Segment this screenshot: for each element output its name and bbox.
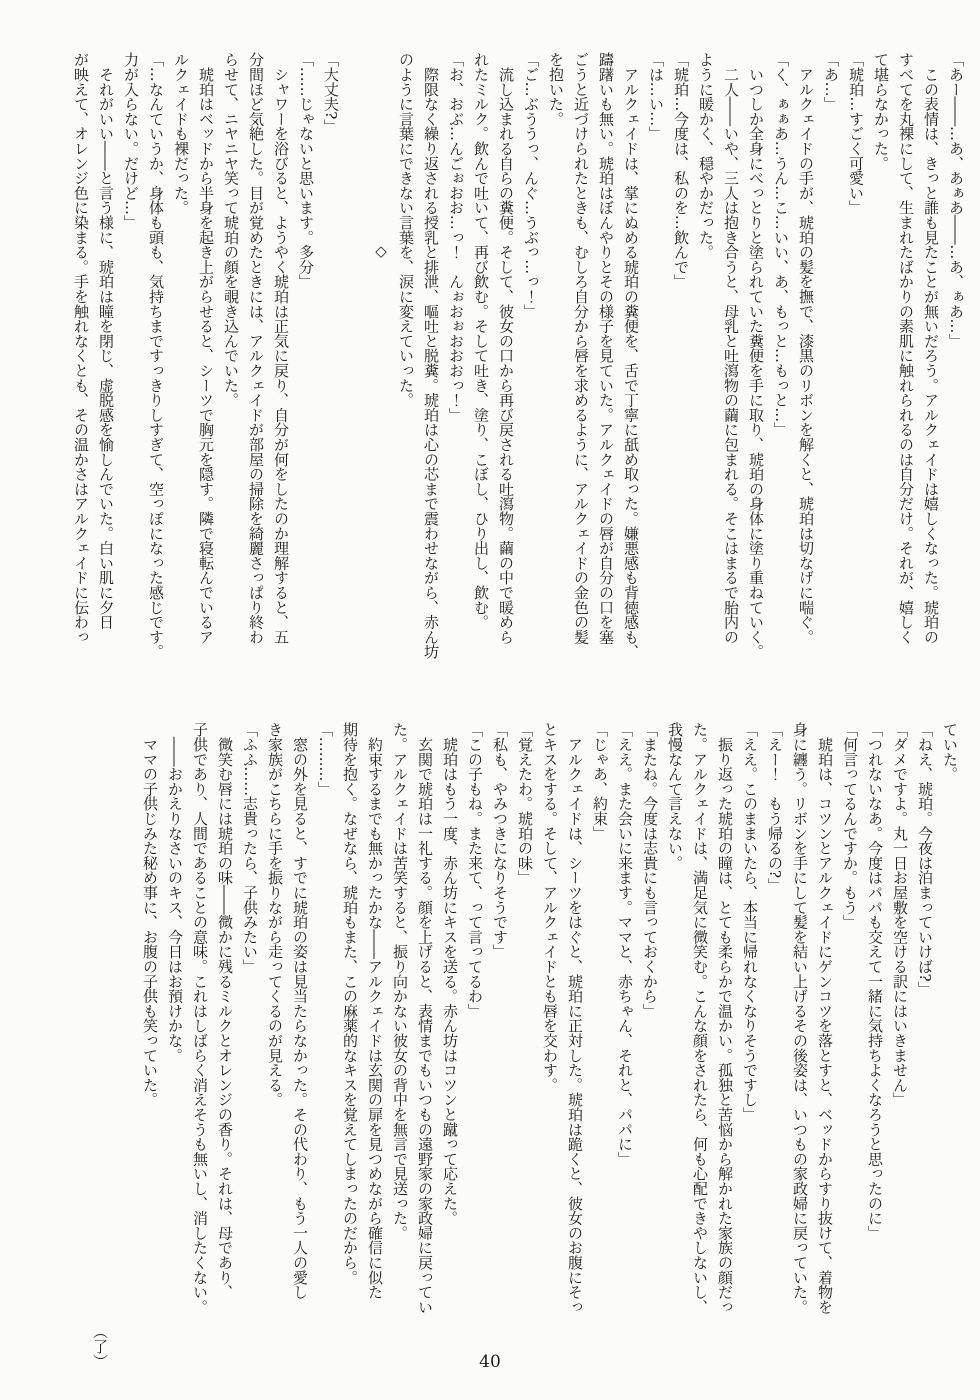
text-column: た。アルクェイドは、満足気に微笑む。こんな顔をされたら、何も心配できやしないし、 bbox=[691, 722, 709, 1315]
text-column: た。アルクェイドは苦笑すると、振り向かない彼女の背中を無言で見送った。 bbox=[391, 722, 409, 1241]
text-column: 「つれないなあ。今度はパパも交えて一緒に気持ちよくなろうと思ったのに」 bbox=[866, 722, 884, 1241]
text-column: アルクェイドの手が、琥珀の髪を撫で、漆黒のリボンを解くと、琥珀は切なげに喘ぐ。 bbox=[797, 52, 815, 645]
text-column: ママの子供じみた秘め事に、お腹の子供も笑っていた。 bbox=[141, 722, 159, 1107]
bottom-text-block bbox=[86, 722, 962, 1368]
text-column: アルクェイドは、シーツをはぐと、琥珀に正対した。琥珀は跪くと、彼女のお腹にそっ bbox=[566, 722, 584, 1315]
text-column: れたミルク。飲んで吐いて、再び飲む。そして吐き、塗り、こぼし、ひり出し、飲む。 bbox=[472, 52, 490, 630]
text-column: 躊躇いも無い。琥珀はぼんやりとその様子を見ていた。アルクェイドの唇が自分の口を塞 bbox=[597, 52, 615, 644]
text-column: 「またね。今度は志貴にも言っておくから」 bbox=[641, 722, 659, 1019]
text-column: て堪らなかった。 bbox=[872, 52, 890, 171]
text-column: 「ふふ……志貴ったら、子供みたい」 bbox=[241, 722, 259, 974]
text-column: 「は…い…」 bbox=[647, 52, 665, 141]
text-column: 際限なく繰り返される授乳と排泄、嘔吐と脱糞。琥珀は心の芯まで震わせながら、赤ん坊 bbox=[422, 52, 440, 659]
text-column: 「あー――…あ、あぁあ――…あ、ぁあ…」 bbox=[947, 52, 965, 349]
text-column: 振り返った琥珀の瞳は、とても柔らかで温かい。孤独と苦悩から解かれた家族の顔だっ bbox=[716, 722, 734, 1315]
text-column: 期待を抱く。なぜなら、琥珀もまた、この麻薬的なキスを覚えてしまったのだから。 bbox=[341, 722, 359, 1285]
text-column: 分間ほど気絶した。目が覚めたときには、アルクェイドが部屋の掃除を綺麗さっぱり終わ bbox=[247, 52, 265, 645]
text-column: 「ご…ぶううっ、んぐ…うぶっ…っ！」 bbox=[522, 52, 540, 319]
text-column: この表情は、きっと誰も見たことが無いだろう。アルクェイドは嬉しくなった。琥珀の bbox=[922, 52, 940, 645]
page-number: 40 bbox=[479, 1352, 501, 1372]
text-column: 「大丈夫?」 bbox=[322, 52, 340, 134]
text-column: 「何言ってるんですか。もう」 bbox=[841, 722, 859, 930]
text-column: 「く、ぁぁあ…うん…こ…いい、あ、もっと…もっと…」 bbox=[772, 52, 790, 437]
text-column: 「じゃあ、約束」 bbox=[591, 722, 609, 841]
text-column: シャワーを浴びると、ようやく琥珀は正気に戻り、自分が何をしたのか理解すると、五 bbox=[272, 52, 290, 644]
text-column: ように暖かく、穏やかだった。 bbox=[697, 52, 715, 260]
text-column: 流し込まれる自らの糞便。そして、彼女の口から再び戻される吐瀉物。繭の中で暖めら bbox=[497, 52, 515, 644]
section-break-diamond: ◇ bbox=[372, 242, 390, 260]
text-column: 微笑む唇には琥珀の味――微かに残るミルクとオレンジの香り。それは、母であり、 bbox=[216, 722, 234, 1300]
text-column: ルクェイドも裸だった。 bbox=[172, 52, 190, 215]
text-column: を抱いた。 bbox=[547, 52, 565, 127]
text-column: それがいい――と言う様に、琥珀は瞳を閉じ、虚脱感を愉しんでいた。白い肌に夕日 bbox=[97, 52, 115, 630]
text-column: 玄関で琥珀は一礼する。顔を上げると、表情までもいつもの遠野家の家政婦に戻ってい bbox=[416, 722, 434, 1315]
text-column: 「………」 bbox=[316, 722, 334, 797]
top-text-block bbox=[68, 52, 968, 662]
text-column: 「覚えたわ。琥珀の味」 bbox=[516, 722, 534, 885]
blank-column bbox=[343, 52, 368, 662]
text-column: アルクェイドは、掌にぬめる琥珀の糞便を、舌で丁寧に舐め取った。嫌悪感も背徳感も、 bbox=[622, 52, 640, 659]
text-column: 約束するまでも無かったかな――アルクェイドは玄関の扉を見つめながら確信に似た bbox=[366, 722, 384, 1300]
text-column: 「ええ。このままいたら、本当に帰れなくなりそうですし」 bbox=[741, 722, 759, 1122]
text-column: らせて、ニヤニヤ笑って琥珀の顔を覗き込んでいた。 bbox=[222, 52, 240, 408]
text-column: とキスをする。そして、アルクェイドとも唇を交わす。 bbox=[541, 722, 559, 1093]
text-column: 「あ…」 bbox=[822, 52, 840, 112]
text-column: 力が入らない。だけど…」 bbox=[122, 52, 140, 230]
text-column: 「琥珀…すごく可愛い」 bbox=[847, 52, 865, 215]
text-column: すべてを丸裸にして、生まれたばかりの素肌に触れられるのは自分だけ。それが、嬉しく bbox=[897, 52, 915, 645]
text-column: 琥珀はもう一度、赤ん坊にキスを送る。赤ん坊はコツンと蹴って応えた。 bbox=[441, 722, 459, 1226]
end-marker: （了） bbox=[91, 1323, 109, 1368]
text-column: き家族がこちらに手を振りながら走ってくるのが見える。 bbox=[266, 722, 284, 1107]
text-column: 我慢なんて言えない。 bbox=[666, 722, 684, 871]
text-column: 「……じゃないと思います。多分」 bbox=[297, 52, 315, 289]
text-column: 琥珀は、コツンとアルクェイドにゲンコツを落とすと、ベッドからすり抜けて、着物を bbox=[816, 722, 834, 1315]
text-column: 子供であり、人間であることの意味。これはしばらく消えそうも無いし、消したくない。 bbox=[191, 722, 209, 1315]
text-column: のように言葉にできない言葉を、涙に変えていった。 bbox=[397, 52, 415, 408]
text-column: 「ダメですよ。丸一日お屋敷を空ける訳にはいきません」 bbox=[891, 722, 909, 1107]
text-column: 琥珀はベッドから半身を起き上がらせると、シーツで胸元を隠す。隣で寝転んでいるア bbox=[197, 52, 215, 645]
text-column: 「私も、やみつきになりそうです」 bbox=[491, 722, 509, 959]
text-column: 「この子もね。また来て、って言ってるわ」 bbox=[466, 722, 484, 1019]
text-column: 「琥珀…今度は、私のを…飲んで」 bbox=[672, 52, 690, 289]
text-column: 「えー！ もう帰るの?」 bbox=[766, 722, 784, 893]
text-column: が映えて、オレンジ色に染まる。手を触れなくとも、その温かさはアルクェイドに伝わっ bbox=[72, 52, 90, 645]
text-column: 窓の外を見ると、すでに琥珀の姿は見当たらなかった。その代わり、もう一人の愛し bbox=[291, 722, 309, 1300]
text-column: 「ええ。また会いに来ます。ママと、赤ちゃん、それと、パパに」 bbox=[616, 722, 634, 1167]
text-column: 「ねえ、琥珀。今夜は泊まっていけば?」 bbox=[916, 722, 934, 997]
text-column: ごうと近づけられたときも、むしろ自分から唇を求めるように、アルクェイドの金色の髪 bbox=[572, 52, 590, 644]
blank-column bbox=[112, 722, 137, 1368]
text-column: 「お、おぶ…んごぉおお…っ！ んぉおぉおおおっ！」 bbox=[447, 52, 465, 423]
text-column: 身に纏う。リボンを手にして髪を結い上げるその後姿は、いつもの家政婦に戻っていた。 bbox=[791, 722, 809, 1315]
text-column: ――おかえりなさいのキス、今日はお預けかな。 bbox=[166, 722, 184, 1063]
text-column: いつしか全身にべっとりと塗られていた糞便を手に取り、琥珀の身体に塗り重ねていく。 bbox=[747, 52, 765, 659]
text-column: ていた。 bbox=[941, 722, 959, 782]
text-column: 二人――いや、三人は抱き合うと、母乳と吐瀉物の繭に包まれる。そこはまるで胎内の bbox=[722, 52, 740, 645]
text-column: 「…なんていうか、身体も頭も、気持ちまですっきりしすぎて、空っぽになった感じです。 bbox=[147, 52, 165, 659]
